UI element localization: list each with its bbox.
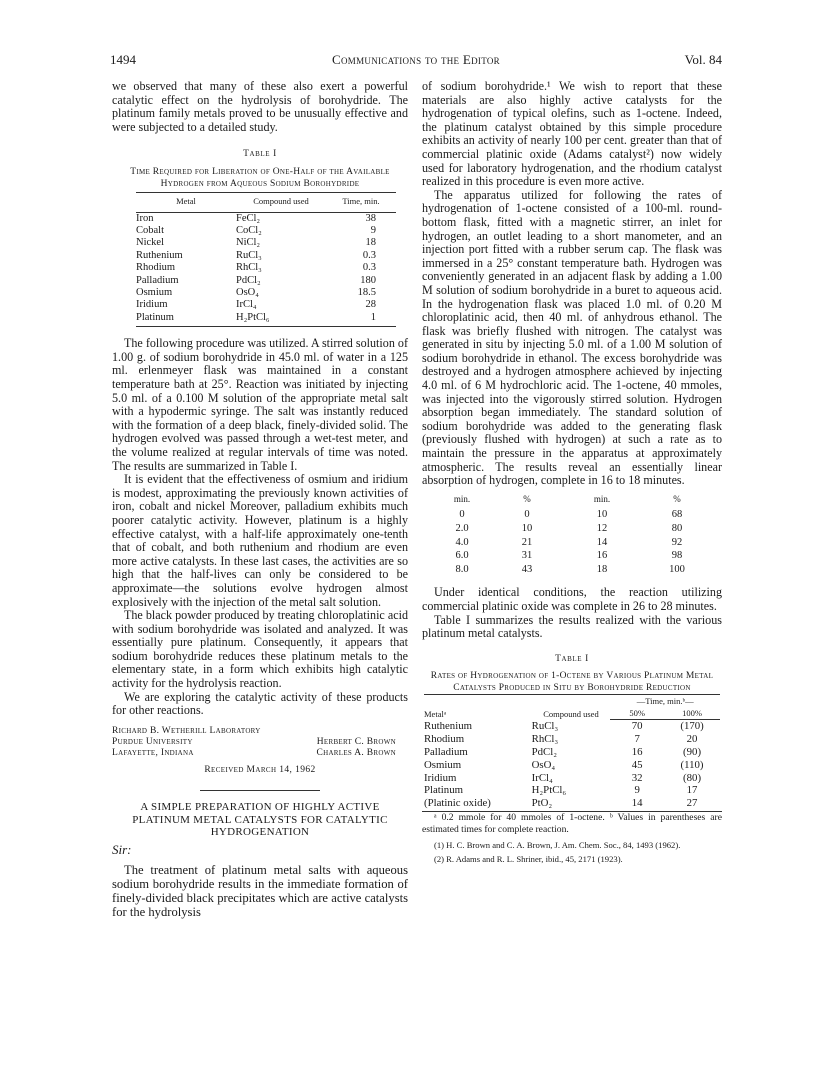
cell-compound: H₂PtCl₆ [236,311,270,323]
cell-time: 9 [370,224,376,236]
cell-time-50: 7 [634,733,640,746]
cell-metal: Rhodium [136,262,176,274]
cell-metal: Platinum [424,784,463,797]
page-number: 1494 [110,52,136,67]
cell-time-50: 14 [631,797,643,810]
affiliation-block [112,725,408,758]
paragraph: We are exploring the catalytic activity of these products for other reactions. [112,689,408,718]
table-row [432,522,712,536]
table-hydrogenation-rates [424,694,720,810]
cell-time: 1 [370,311,376,323]
cell: 12 [596,523,608,534]
cell-time: 38 [365,212,376,224]
table-row [424,772,720,785]
cell-time-100: (80) [683,771,702,784]
table-number: Table I [555,653,589,664]
cell-time-100: (110) [680,758,704,771]
city-name: Lafayette, Indiana [112,747,194,758]
paragraph: The black powder produced by treating chloroplatinic acid with sodium borohydride was isolated and analyzed. It was essentially pure platinum. Consequently, it appears that sodium borohydride reduces these platinum metals to the elementary state, in a form which exhibits high catalytic activity for the hydrolysis reaction. [112,608,408,691]
table-header: min. [453,493,471,504]
article-title: A SIMPLE PREPARATION OF HIGHLY ACTIVE PLATINUM METAL CATALYSTS FOR CATALYTIC HYDROGENATION [132,801,388,839]
cell-metal: Palladium [424,745,468,758]
cell-compound: PtO₂ [531,797,553,810]
cell: 31 [521,550,533,562]
paragraph: we observed that many of these also exert a powerful catalytic effect on the hydrolysis of borohydride. The platinum family metals proved to be unusually effective and were subjected to a detailed study. [112,79,408,134]
cell: 80 [671,523,683,534]
cell-metal: Rhodium [424,733,465,746]
paragraph: of sodium borohydride.¹ We wish to report that these materials are also highly active catalysts for the hydrogenation of typical olefins, such as 1-octene. Indeed, the platinum catalyst obtained by this simple procedure exhibits an activity of nearly 100 per cent. greater than that of commercial platinic oxide (Adams catalyst²) now widely used for laboratory hydrogenation, and the rhodium catalyst realized in this procedure is even more active. [422,79,722,189]
reference-item: (2) R. Adams and R. L. Shriner, ibid., 45, 2171 (1923). [434,853,623,864]
table-title: Rates of Hydrogenation of 1-Octene by Various Platinum Metal Catalysts Produced in Situ by Borohydride Reduction [430,671,714,694]
cell-compound: PdCl₂ [531,745,557,758]
cell-compound: RhCl₃ [236,262,262,274]
section-title: Communications to the Editor [332,52,500,67]
table-row [432,508,712,522]
cell-time-50: 16 [631,745,643,758]
cell-metal: Platinum [136,311,174,323]
table-rule [136,326,396,327]
cell-time-50: 32 [631,771,643,784]
cell-time-100: 20 [686,733,698,746]
lab-name: Richard B. Wetherill Laboratory [112,725,261,736]
table-row [136,237,396,249]
cell: 6.0 [455,550,469,562]
cell-metal: Ruthenium [136,249,183,261]
cell-metal: Cobalt [136,224,164,236]
cell-time-100: 27 [686,797,698,810]
table-row [136,262,396,274]
cell: 10 [521,523,533,534]
paragraph: The treatment of platinum metal salts with aqueous sodium borohydride results in the immediate formation of finely-divided black precipitates which are active catalysts for the hydrolysis [112,862,408,920]
cell-time-100: 17 [686,784,698,797]
cell-compound: OsO₄ [531,758,556,771]
table-row [136,275,396,287]
cell-time: 18 [365,237,376,249]
running-head [110,52,722,68]
reference-item: (1) H. C. Brown and C. A. Brown, J. Am. Chem. Soc., 84, 1493 (1962). [434,840,681,851]
table-row [432,549,712,563]
cell: 43 [521,563,533,575]
paragraph: The following procedure was utilized. A stirred solution of 1.00 g. of sodium borohydride in 45.0 ml. of water in a 125 ml. erlenmeyer flask was maintained in a constant temperature bath at 25°. Reaction was initiated by injecting 5.0 ml. of a 0.100 M solution of the appropriate metal salt with a hypodermic syringe. The salt was instantly reduced with the formation of a deep black, finely-divided solid. The hydrogen evolved was passed through a wet-test meter, and the volume realized at regular intervals of time was noted. The results are summarized in Table I. [112,336,408,473]
table-title: Time Required for Liberation of One-Half of the Available Hydrogen from Aqueous Sodium Borohydride [130,166,390,189]
cell-compound: FeCl₂ [236,212,261,224]
table-row [136,299,396,311]
table-header: % [523,493,531,504]
cell: 16 [596,550,608,562]
table-row [424,720,720,733]
cell: 21 [521,536,533,548]
table-header: Time, min. [326,192,396,212]
cell-metal: Iridium [136,299,168,311]
cell-compound: IrCl₄ [236,299,257,311]
table-header: Metal [136,192,236,212]
cell: 10 [596,509,608,521]
table-row [424,797,720,810]
table-row [432,536,712,550]
author-name: Charles A. Brown [316,747,396,758]
cell: 4.0 [455,536,469,548]
paragraph: It is evident that the effectiveness of osmium and iridium is modest, approximating the previously known activities of iron, cobalt and nickel Moreover, palladium exhibits much poorer catalytic activity. However, platinum is a highly effective catalyst, with a half-life approximately one-tenth that of cobalt, and both ruthenium and rhodium are even more active catalysts. In these last cases, the activities are so high that the half-lives can only be considered to be approximate—the solutions evolve hydrogen almost explosively with the injection of the metal salt solution. [112,472,408,609]
left-column [112,80,408,919]
hydrogenation-rate-table [432,492,712,577]
paragraph: Table I summarizes the results realized with the various platinum metal catalysts. [422,612,722,641]
cell: 0 [524,509,530,521]
right-column [422,80,722,866]
cell-time: 28 [365,299,376,311]
cell-metal: Osmium [136,287,173,298]
volume-label: Vol. 84 [684,52,722,67]
table-row [432,563,712,577]
table-row [136,312,396,324]
cell: 92 [671,536,683,548]
table-number: Table I [243,149,277,160]
table-header: Compound used [236,192,326,212]
received-date: Received March 14, 1962 [204,764,316,775]
cell-compound: CoCl₂ [236,224,262,236]
table-row [136,225,396,237]
cell: 2.0 [455,523,469,534]
cell-compound: NiCl₂ [236,237,261,249]
cell: 8.0 [455,563,469,575]
table-header: —Time, min.ᵇ— [636,696,694,707]
cell-time-50: 70 [631,720,643,733]
cell-metal: Iridium [424,771,457,784]
cell-metal: Nickel [136,237,164,249]
cell-metal: (Platinic oxide) [424,797,491,810]
section-divider [200,790,320,791]
cell-time-50: 9 [634,784,640,797]
references [422,840,722,866]
cell-compound: RhCl₃ [531,733,559,746]
table-header: 100% [664,707,720,720]
cell-compound: OsO₄ [236,287,259,298]
table-row [136,212,396,225]
table-header: 50% [610,707,664,720]
table-half-life [136,192,396,324]
cell: 0 [459,509,465,521]
table-footnote: ᵃ 0.2 mmole for 40 mmoles of 1-octene. ᵇ Values in parentheses are estimated times for complete reaction. [422,811,722,835]
cell-compound: IrCl₄ [531,771,553,784]
cell-metal: Iron [136,212,154,224]
table-row [424,733,720,746]
cell-compound: PdCl₂ [236,274,261,286]
table-row [136,287,396,299]
author-name: Herbert C. Brown [316,736,396,747]
cell-metal: Ruthenium [424,720,472,733]
cell-time: 0.3 [362,249,376,261]
table-header: min. [593,493,611,504]
table-header: Metalᵃ [424,708,447,719]
cell-time: 180 [360,274,376,286]
table-header: % [673,493,681,504]
cell: 68 [671,509,683,521]
cell: 14 [596,536,608,548]
cell: 18 [596,563,608,575]
cell-compound: RuCl₃ [236,249,262,261]
cell: 100 [669,563,685,575]
cell-metal: Palladium [136,274,179,286]
table-row [424,759,720,772]
cell-compound: H₂PtCl₆ [531,784,567,797]
cell-metal: Osmium [424,758,462,771]
university-name: Purdue University [112,736,193,747]
table-header: Compound used [543,708,599,719]
table-row [136,250,396,262]
cell-time: 18.5 [357,287,376,298]
paragraph: Under identical conditions, the reaction utilizing commercial platinic oxide was complete in 26 to 28 minutes. [422,585,722,613]
cell-time-50: 45 [631,758,643,771]
cell: 98 [671,550,683,562]
table-row [424,784,720,797]
table-row [424,746,720,759]
cell-time: 0.3 [362,262,376,274]
cell-time-100: (90) [683,745,702,758]
cell-time-100: (170) [680,720,704,733]
salutation: Sir: [112,841,132,857]
cell-compound: RuCl₃ [531,720,559,733]
paragraph: The apparatus utilized for following the rates of hydrogenation of 1-octene consisted of a 100-ml. round-bottom flask, fitted with a magnetic stirrer, an inlet for hydrogen, an outlet leading to a short manometer, and an injection port fitted with a rubber serum cap. The flask was immersed in a 25° constant temperature bath. Hydrogen was conveniently generated in an adjacent flask by adding a 1.00 M solution of sodium borohydride in a buret to aqueous acid. In the hydrogenation flask was placed 1.0 ml. of 0.20 M chloroplatinic acid, then 40 ml. of anhydrous ethanol. The flask was briefly flushed with nitrogen. The catalyst was generated in situ by injecting 5.0 ml. of a 1.00 M solution of sodium borohydride in ethanol. The excess borohydride was destroyed and a hydrogen atmosphere achieved by injecting 4.0 ml. of 6 M hydrochloric acid. The 1-octene, 40 mmoles, was injected into the vigorously stirred solution. Hydrogen absorption began immediately. The standard solution of sodium borohydride was added to the generating flask (previously flushed with hydrogen) at such a rate as to maintain the pressure in the apparatus at approximately atmospheric. The results reveal an essentially linear absorption of hydrogen, complete in 16 to 18 minutes. [422,187,722,488]
